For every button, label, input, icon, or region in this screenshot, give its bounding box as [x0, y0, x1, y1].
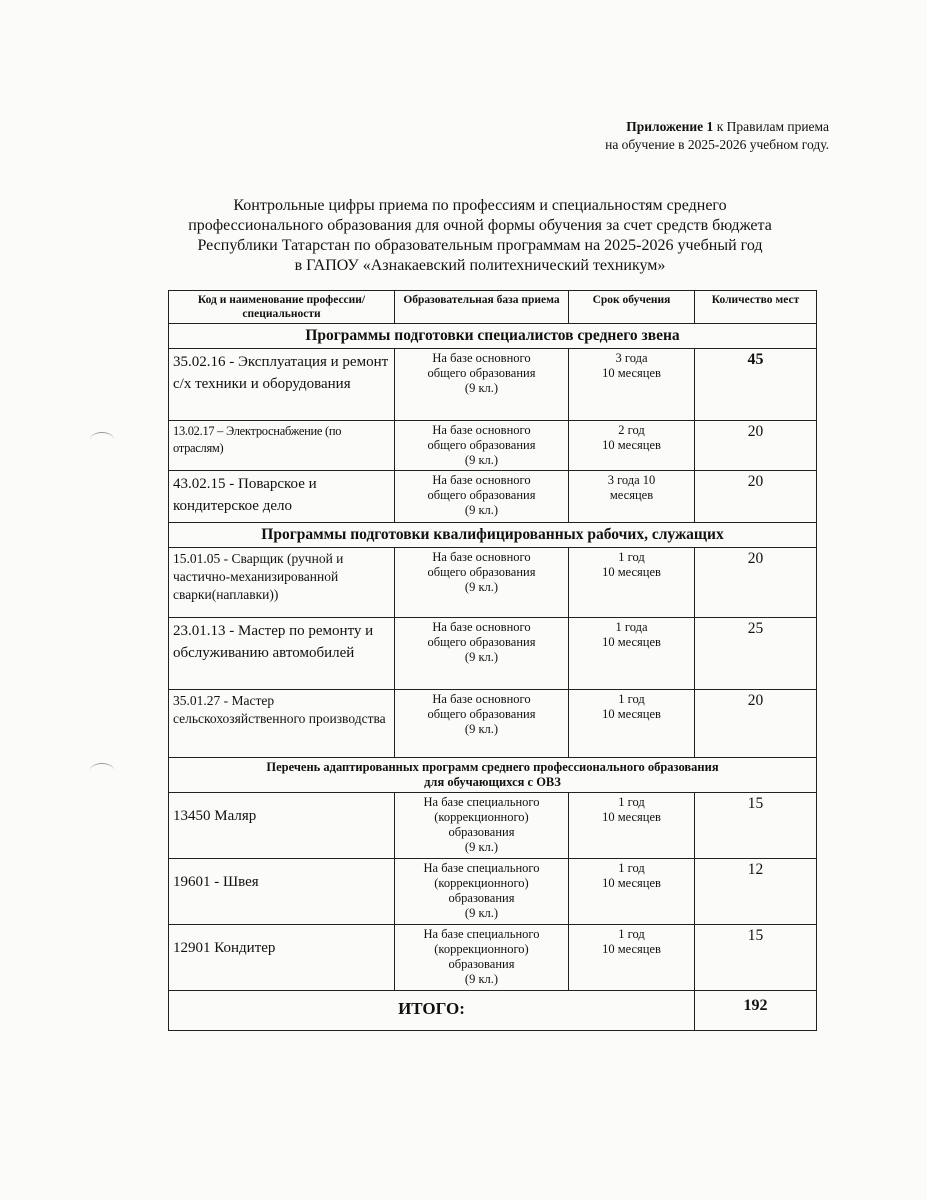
- program-name: 13450 Маляр: [169, 793, 395, 859]
- program-name: 13.02.17 – Электроснабжение (по отраслям): [169, 421, 395, 471]
- table-row: [169, 349, 817, 421]
- column-header-program: Код и наименование профессии/ специальности: [169, 291, 395, 324]
- admission-table: [168, 290, 817, 1031]
- total-value: 192: [695, 991, 817, 1031]
- section-header: Перечень адаптированных программ среднего профессионального образования для обучающихся с ОВЗ: [169, 758, 817, 793]
- table-row: [169, 859, 817, 925]
- study-term: 1 год 10 месяцев: [569, 548, 695, 618]
- admission-base: На базе специального (коррекционного) образования (9 кл.): [395, 859, 569, 925]
- total-row: [169, 991, 817, 1031]
- table-header-row: [169, 291, 817, 324]
- admission-base: На базе основного общего образования (9 кл.): [395, 471, 569, 523]
- program-name: 35.02.16 - Эксплуатация и ремонт с/х техники и оборудования: [169, 349, 395, 421]
- admission-base: На базе основного общего образования (9 кл.): [395, 349, 569, 421]
- appendix-line-2: на обучение в 2025-2026 учебном году.: [605, 137, 829, 152]
- column-header-count: Количество мест: [695, 291, 817, 324]
- seat-count: 45: [695, 349, 817, 421]
- admission-base: На базе основного общего образования (9 кл.): [395, 421, 569, 471]
- study-term: 3 года 10 месяцев: [569, 471, 695, 523]
- admission-base: На базе основного общего образования (9 кл.): [395, 548, 569, 618]
- admission-base: На базе специального (коррекционного) образования (9 кл.): [395, 925, 569, 991]
- document-title: Контрольные цифры приема по профессиям и специальностям среднего профессионального образования для очной формы обучения за счет средств бюджета Республики Татарстан по образовательным программам на 2025-2026 учебный год в ГАПОУ «Азнакаевский политехнический техникум»: [188, 197, 772, 274]
- punch-hole-mark: [90, 763, 114, 778]
- punch-hole-mark: [90, 432, 114, 447]
- program-name: 35.01.27 - Мастер сельскохозяйственного производства: [169, 690, 395, 758]
- seat-count: 20: [695, 548, 817, 618]
- seat-count: 25: [695, 618, 817, 690]
- study-term: 1 год 10 месяцев: [569, 690, 695, 758]
- study-term: 1 год 10 месяцев: [569, 859, 695, 925]
- study-term: 1 год 10 месяцев: [569, 925, 695, 991]
- table-row: [169, 690, 817, 758]
- admission-base: На базе основного общего образования (9 кл.): [395, 618, 569, 690]
- column-header-base: Образовательная база приема: [395, 291, 569, 324]
- seat-count: 12: [695, 859, 817, 925]
- program-name: 12901 Кондитер: [169, 925, 395, 991]
- table-row: [169, 548, 817, 618]
- study-term: 2 год 10 месяцев: [569, 421, 695, 471]
- program-name: 43.02.15 - Поварское и кондитерское дело: [169, 471, 395, 523]
- admission-base: На базе основного общего образования (9 кл.): [395, 690, 569, 758]
- appendix-line-1: Приложение 1 к Правилам приема: [626, 119, 829, 134]
- table-row: [169, 925, 817, 991]
- seat-count: 20: [695, 471, 817, 523]
- total-label: ИТОГО:: [169, 991, 695, 1031]
- table-row: [169, 793, 817, 859]
- admission-base: На базе специального (коррекционного) образования (9 кл.): [395, 793, 569, 859]
- study-term: 1 года 10 месяцев: [569, 618, 695, 690]
- program-name: 23.01.13 - Мастер по ремонту и обслуживанию автомобилей: [169, 618, 395, 690]
- table-row: [169, 471, 817, 523]
- section-header: Программы подготовки квалифицированных рабочих, служащих: [169, 523, 817, 548]
- table-row: [169, 618, 817, 690]
- column-header-term: Срок обучения: [569, 291, 695, 324]
- program-name: 15.01.05 - Сварщик (ручной и частично-механизированной сварки(наплавки)): [169, 548, 395, 618]
- seat-count: 15: [695, 925, 817, 991]
- table-row: [169, 421, 817, 471]
- seat-count: 20: [695, 690, 817, 758]
- section-header: Программы подготовки специалистов среднего звена: [169, 324, 817, 349]
- study-term: 3 года 10 месяцев: [569, 349, 695, 421]
- seat-count: 15: [695, 793, 817, 859]
- seat-count: 20: [695, 421, 817, 471]
- appendix-note: [605, 118, 829, 154]
- study-term: 1 год 10 месяцев: [569, 793, 695, 859]
- program-name: 19601 - Швея: [169, 859, 395, 925]
